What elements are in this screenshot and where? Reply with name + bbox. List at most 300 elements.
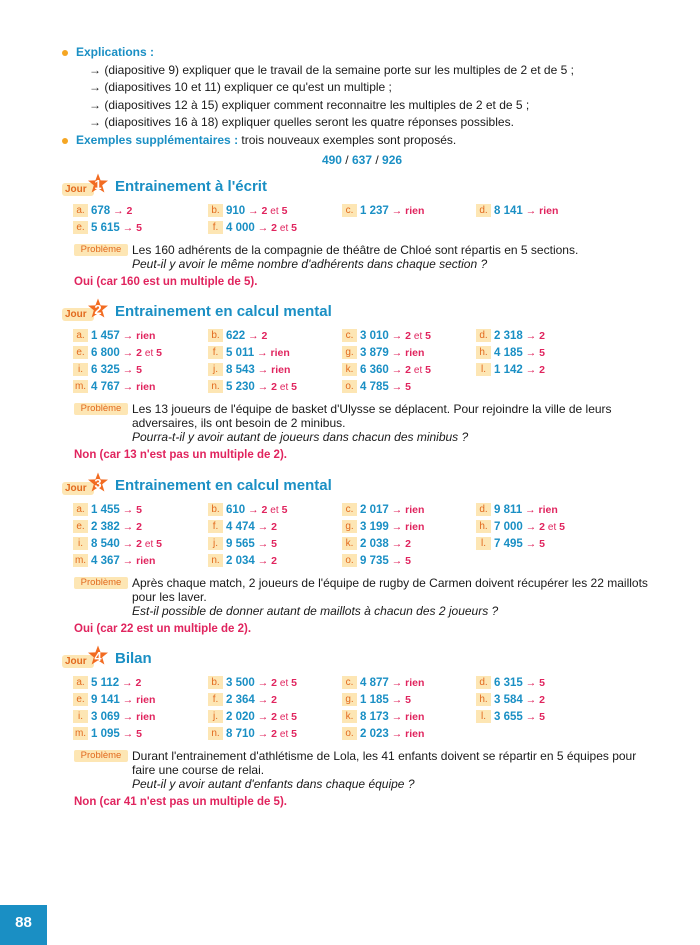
problem-block (62, 243, 662, 271)
exercise-item (476, 503, 558, 518)
problem-block (62, 402, 662, 444)
arrow-icon: → (122, 677, 133, 689)
exercise-item (208, 346, 290, 361)
arrow-icon: → (525, 538, 537, 550)
intro-block (62, 44, 662, 170)
item-label: m. (74, 555, 87, 567)
arrow-icon: → (122, 521, 134, 533)
item-answer (389, 347, 425, 359)
item-number: 4 877 (360, 677, 389, 689)
item-number: 9 811 (494, 504, 523, 516)
answer-et: et (279, 223, 289, 234)
problem-text: Après chaque match, 2 joueurs de l'équipe de rugby de Carmen doivent récupérer les 22 maillots pour les laver. (132, 576, 648, 604)
explication-line: → (diapositive 9) expliquer que le travail de la semaine porte sur les multiples de 2 et de 5 ; (89, 62, 574, 77)
item-label: i. (73, 710, 88, 723)
day-section (62, 648, 662, 808)
explication-line: → (diapositives 16 à 18) expliquer quelles seront les quatre réponses possibles. (89, 115, 514, 129)
exercise-item (73, 693, 155, 708)
item-label: i. (73, 363, 88, 376)
answer-value: 2 (271, 521, 277, 533)
exemples-label: Exemples supplémentaires : (76, 132, 239, 147)
item-label: k. (342, 710, 357, 723)
arrow-icon: → (391, 694, 403, 706)
answer-value: rien (136, 330, 156, 342)
answer-value: 5 (539, 677, 545, 689)
arrow-icon: → (122, 381, 134, 393)
item-number: 8 710 (226, 728, 255, 740)
exercise-item (342, 520, 424, 535)
item-answer (255, 364, 291, 376)
day-title: Entrainement en calcul mental (115, 477, 332, 494)
item-number: 4 367 (91, 555, 120, 567)
exercise-item (73, 329, 155, 344)
arrow-icon: → (248, 205, 259, 217)
star-icon (87, 298, 109, 320)
item-number: 3 199 (360, 521, 389, 533)
day-section (62, 301, 662, 461)
explication-line: → (diapositives 10 et 11) expliquer ce qu'est un multiple ; (89, 80, 392, 94)
arrow-icon: → (122, 330, 134, 342)
answer-value: rien (136, 694, 156, 706)
item-number: 2 038 (360, 538, 389, 550)
item-answer (255, 728, 297, 740)
answer-value: 5 (539, 711, 545, 723)
item-label: g. (342, 520, 357, 533)
item-number: 5 011 (226, 347, 255, 359)
item-answer (389, 364, 431, 376)
item-label: b. (208, 329, 223, 342)
answer-value: 5 (559, 521, 565, 533)
arrow-icon: → (391, 330, 403, 342)
exercise-row (62, 329, 662, 346)
answer-value: 2 (136, 538, 142, 550)
answer-value: 5 (156, 538, 162, 550)
exercise-item (342, 693, 411, 708)
example-number: 926 (382, 153, 403, 167)
item-answer (120, 555, 156, 567)
item-label: l. (476, 537, 491, 550)
day-title: Entrainement en calcul mental (115, 303, 332, 320)
exercise-item (476, 520, 565, 535)
item-label: o. (342, 554, 357, 567)
item-label: e. (73, 221, 88, 234)
item-answer (255, 711, 297, 723)
problem-answer: Non (car 41 n'est pas un multiple de 5). (74, 796, 287, 808)
exercise-item (342, 380, 411, 395)
item-answer (389, 711, 425, 723)
item-number: 2 034 (226, 555, 255, 567)
item-answer (389, 381, 411, 393)
problem-text: Les 160 adhérents de la compagnie de théâtre de Chloé sont répartis en 5 sections. (132, 243, 579, 257)
arrow-icon: → (525, 694, 537, 706)
item-number: 9 735 (360, 555, 389, 567)
arrow-icon: → (391, 555, 403, 567)
problem-block (62, 576, 662, 618)
arrow-icon: → (525, 711, 537, 723)
item-label: m. (74, 381, 87, 393)
item-label: d. (476, 329, 491, 342)
exercise-grid (62, 329, 662, 397)
item-number: 6 360 (360, 364, 389, 376)
bullet-icon (62, 50, 68, 56)
arrow-icon: → (525, 205, 537, 217)
exercise-row (62, 537, 662, 554)
answer-value: 2 (539, 694, 545, 706)
exercise-item (73, 520, 142, 535)
exercise-grid (62, 204, 662, 238)
exercise-item (476, 710, 545, 725)
arrow-icon: → (391, 347, 403, 359)
arrow-icon: → (122, 728, 134, 740)
item-answer (255, 381, 297, 393)
item-answer (120, 222, 142, 234)
answer-value: 2 (405, 330, 411, 342)
exercise-item (208, 520, 277, 535)
item-answer (255, 521, 277, 533)
answer-value: 5 (291, 381, 297, 393)
arrow-icon: → (391, 538, 403, 550)
exercise-item (476, 676, 545, 691)
item-label: k. (342, 537, 357, 550)
problem-question: Est-il possible de donner autant de maillots à chacun des 2 joueurs ? (132, 604, 499, 618)
exercise-grid (62, 503, 662, 571)
exercise-row (62, 503, 662, 520)
exercise-item (73, 363, 142, 378)
answer-et: et (279, 678, 289, 689)
answer-value: rien (405, 205, 425, 217)
item-answer (120, 381, 156, 393)
answer-value: 5 (539, 347, 545, 359)
exercise-grid (62, 676, 662, 744)
exercise-item (342, 204, 424, 219)
answer-value: 5 (156, 347, 162, 359)
item-answer (389, 677, 425, 689)
answer-value: 5 (405, 694, 411, 706)
exercise-item (73, 537, 162, 552)
item-answer (389, 205, 425, 217)
item-number: 1 237 (360, 205, 389, 217)
arrow-icon: → (257, 711, 269, 723)
answer-value: 5 (425, 330, 431, 342)
problem-question: Peut-il y avoir le même nombre d'adhérents dans chaque section ? (132, 257, 488, 271)
arrow-icon: → (257, 538, 269, 550)
item-label: h. (476, 346, 491, 359)
item-number: 8 173 (360, 711, 389, 723)
item-answer (255, 222, 297, 234)
item-number: 1 455 (91, 504, 120, 516)
arrow-icon: → (122, 711, 134, 723)
item-number: 3 010 (360, 330, 389, 342)
answer-value: 2 (135, 677, 142, 689)
answer-value: 5 (136, 504, 142, 516)
exercise-item (208, 554, 277, 569)
item-label: d. (476, 204, 491, 217)
answer-value: 2 (271, 728, 277, 740)
arrow-icon: → (391, 711, 403, 723)
answer-value: rien (539, 205, 559, 217)
item-label: a. (73, 503, 88, 516)
problem-text: Durant l'entrainement d'athlétisme de Lola, les 41 enfants doivent se répartir en 5 équipes pour faire une course de relai. (132, 749, 637, 777)
exemples-text: trois nouveaux exemples sont proposés. (238, 132, 457, 147)
exemples-heading (62, 132, 662, 150)
problem-answer: Oui (car 22 est un multiple de 2). (74, 623, 252, 635)
arrow-icon: → (525, 364, 537, 376)
item-answer (120, 728, 142, 740)
item-number: 4 000 (226, 222, 255, 234)
item-answer (523, 364, 545, 376)
answer-value: 5 (136, 364, 142, 376)
item-label: n. (208, 727, 223, 740)
item-answer (389, 504, 425, 516)
item-answer (523, 330, 545, 342)
item-answer (120, 538, 162, 550)
exercise-item (73, 221, 142, 236)
item-label: b. (208, 503, 223, 516)
exercise-item (73, 676, 141, 691)
item-answer (120, 711, 156, 723)
answer-value: rien (136, 555, 156, 567)
answer-value: 2 (261, 205, 268, 217)
item-label: i. (73, 537, 88, 550)
answer-value: 2 (271, 711, 277, 723)
answer-value: rien (405, 711, 425, 723)
exercise-item (208, 537, 277, 552)
answer-value: 5 (405, 381, 411, 393)
item-answer (523, 711, 545, 723)
item-label: g. (342, 693, 357, 706)
example-number: 490 (321, 153, 342, 167)
day-number: 4 (94, 649, 102, 664)
item-number: 7 000 (494, 521, 523, 533)
item-label: c. (342, 204, 357, 217)
exercise-row (62, 727, 662, 744)
item-number: 622 (226, 330, 246, 342)
item-number: 3 584 (494, 694, 523, 706)
answer-value: rien (405, 728, 425, 740)
exercise-item (208, 380, 297, 395)
arrow-icon: → (122, 222, 134, 234)
arrow-icon: → (391, 521, 403, 533)
item-label: f. (208, 520, 223, 533)
arrow-icon: → (525, 330, 537, 342)
exercise-row (62, 204, 662, 221)
problem-answer: Oui (car 160 est un multiple de 5). (74, 276, 258, 288)
exercise-item (342, 537, 411, 552)
exercise-item (73, 503, 142, 518)
probleme-tag: Problème (74, 577, 128, 589)
exercise-item (342, 710, 424, 725)
arrow-icon: → (122, 364, 134, 376)
item-answer (254, 347, 290, 359)
answer-value: 5 (291, 728, 297, 740)
answer-value: 2 (271, 694, 277, 706)
item-label: n. (208, 554, 223, 567)
item-answer (255, 555, 277, 567)
example-separator: / (341, 153, 352, 167)
exercise-item (208, 727, 297, 742)
item-number: 7 495 (494, 538, 523, 550)
probleme-tag: Problème (74, 244, 128, 256)
item-answer (120, 330, 156, 342)
exercise-item (342, 727, 424, 742)
probleme-tag: Problème (74, 403, 128, 415)
arrow-icon: → (257, 347, 268, 359)
item-label: e. (73, 520, 88, 533)
answer-value: 2 (539, 521, 545, 533)
item-label: f. (208, 346, 223, 359)
exercise-row (62, 554, 662, 571)
jour-badge: Jour (62, 183, 94, 196)
exercise-item (342, 503, 424, 518)
item-answer (120, 521, 142, 533)
exercise-item (342, 346, 424, 361)
arrow-icon: → (257, 728, 269, 740)
item-answer (523, 538, 545, 550)
answer-value: 2 (136, 521, 142, 533)
item-label: h. (476, 520, 491, 533)
answer-et: et (279, 729, 289, 740)
answer-value: 5 (405, 555, 411, 567)
item-number: 6 325 (91, 364, 120, 376)
item-number: 2 023 (360, 728, 389, 740)
answer-et: et (279, 382, 289, 393)
item-number: 8 543 (226, 364, 255, 376)
arrow-icon: → (257, 381, 269, 393)
item-label: c. (342, 503, 357, 516)
day-number: 1 (94, 177, 102, 192)
exercise-item (342, 554, 411, 569)
example-number: 637 (351, 153, 373, 167)
jour-badge: Jour (62, 655, 94, 668)
item-label: l. (476, 710, 491, 723)
item-label: h. (476, 693, 491, 706)
item-label: k. (342, 363, 357, 376)
answer-value: 5 (539, 538, 545, 550)
item-number: 3 879 (360, 347, 389, 359)
item-answer (120, 364, 142, 376)
day-heading (62, 176, 662, 202)
exercise-item (476, 329, 545, 344)
answer-et: et (270, 505, 279, 516)
answer-value: 5 (281, 205, 288, 217)
item-number: 5 615 (91, 222, 120, 234)
arrow-icon: → (525, 504, 536, 516)
arrow-icon: → (257, 555, 269, 567)
item-answer (120, 694, 156, 706)
item-label: b. (208, 676, 223, 689)
answer-value: rien (136, 381, 156, 393)
item-answer (523, 347, 545, 359)
item-label: a. (73, 329, 88, 342)
item-number: 4 185 (494, 347, 523, 359)
item-number: 2 382 (91, 521, 120, 533)
item-label: d. (476, 503, 491, 516)
item-number: 6 315 (494, 677, 523, 689)
answer-et: et (270, 206, 279, 217)
exercise-item (208, 363, 290, 378)
answer-value: rien (405, 504, 425, 516)
item-number: 5 230 (226, 381, 255, 393)
exercise-item (73, 554, 155, 569)
arrow-icon: → (257, 364, 269, 376)
item-label: j. (208, 710, 223, 723)
arrow-icon: → (122, 504, 134, 516)
answer-value: 2 (271, 555, 277, 567)
exercise-row (62, 710, 662, 727)
answer-value: 5 (291, 222, 297, 234)
item-label: e. (73, 693, 88, 706)
item-answer (255, 538, 277, 550)
exercise-row (62, 520, 662, 537)
item-label: f. (208, 221, 223, 234)
exercise-item (208, 503, 287, 518)
bullet-icon (62, 138, 68, 144)
item-answer (120, 347, 162, 359)
item-label: n. (208, 380, 223, 393)
item-answer (389, 728, 425, 740)
exercise-item (476, 537, 545, 552)
problem-text: Les 13 joueurs de l'équipe de basket d'Ulysse se déplacent. Pour rejoindre la ville de leurs adversaires, ils ont besoin de 2 minibus. (132, 402, 612, 430)
day-heading (62, 475, 662, 501)
item-number: 3 069 (91, 711, 120, 723)
item-answer (389, 555, 411, 567)
item-answer (389, 521, 425, 533)
item-number: 610 (226, 504, 246, 516)
answer-value: 2 (539, 364, 545, 376)
item-label: f. (208, 693, 223, 706)
arrow-icon: → (122, 555, 134, 567)
answer-et: et (144, 348, 154, 359)
item-answer (523, 205, 559, 217)
item-number: 9 141 (91, 694, 120, 706)
star-icon (87, 173, 109, 195)
arrow-icon: → (122, 347, 134, 359)
exercise-item (208, 693, 277, 708)
answer-value: 5 (136, 728, 142, 740)
arrow-icon: → (525, 677, 537, 689)
exercise-item (208, 329, 267, 344)
arrow-icon: → (122, 538, 134, 550)
problem-answer: Non (car 13 n'est pas un multiple de 2). (74, 449, 287, 461)
item-number: 3 655 (494, 711, 523, 723)
arrow-icon: → (391, 504, 403, 516)
item-label: o. (342, 727, 357, 740)
arrow-icon: → (257, 521, 269, 533)
exercise-item (476, 346, 545, 361)
exercise-row (62, 221, 662, 238)
item-number: 1 457 (91, 330, 120, 342)
star-icon (87, 472, 109, 494)
item-answer (110, 205, 132, 217)
answer-value: rien (405, 677, 425, 689)
answer-value: 2 (539, 330, 545, 342)
arrow-icon: → (391, 364, 403, 376)
item-answer (245, 504, 287, 516)
arrow-icon: → (525, 521, 537, 533)
exercise-row (62, 676, 662, 693)
item-label: l. (476, 363, 491, 376)
item-label: c. (342, 676, 357, 689)
answer-value: 2 (261, 504, 268, 516)
item-answer (255, 694, 277, 706)
arrow-icon: → (248, 504, 259, 516)
jour-badge: Jour (62, 308, 94, 321)
answer-value: rien (405, 521, 425, 533)
item-number: 8 540 (91, 538, 120, 550)
arrow-icon: → (122, 694, 134, 706)
item-number: 1 095 (91, 728, 120, 740)
arrow-icon: → (391, 381, 403, 393)
